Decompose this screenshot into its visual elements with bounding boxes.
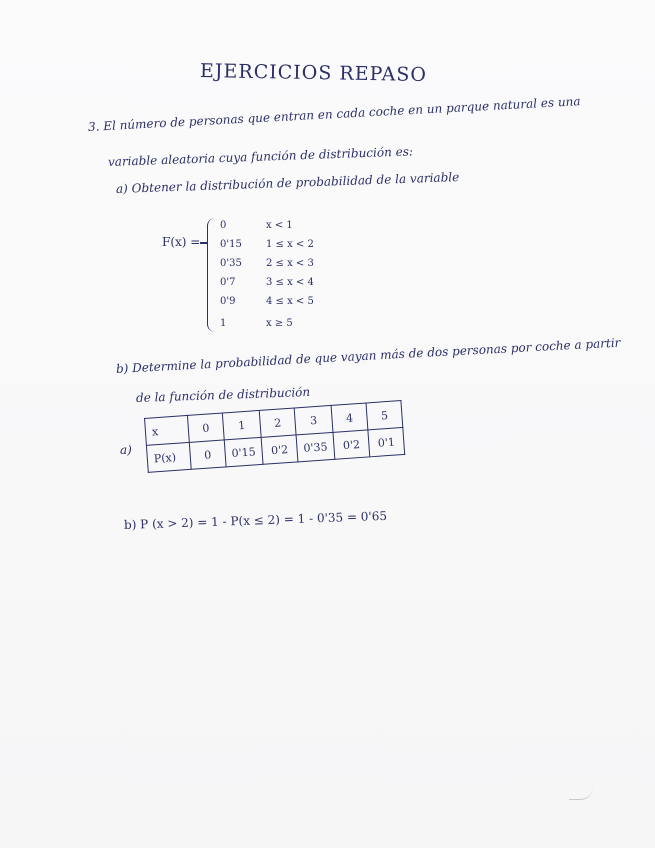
cdf-value-0: 0 [220, 220, 227, 231]
table-header-x: x [145, 415, 190, 445]
cdf-condition-5: x ≥ 5 [266, 318, 293, 329]
table-cell-p: 0 [189, 440, 226, 469]
question-part-b-line-2: de la función de distribución [135, 384, 311, 405]
cdf-value-4: 0'9 [220, 296, 236, 307]
cdf-condition-3: 3 ≤ x < 4 [266, 277, 314, 288]
table-cell-p: 0'2 [261, 435, 298, 464]
table-cell-x: 0 [187, 413, 224, 442]
page-corner-curl [569, 787, 593, 800]
cdf-brace [207, 218, 218, 332]
cdf-condition-4: 4 ≤ x < 5 [266, 296, 314, 307]
cdf-value-1: 0'15 [220, 239, 242, 250]
question-line-2: variable aleatoria cuya función de distribución es: [107, 144, 414, 169]
cdf-value-5: 1 [220, 318, 227, 329]
table-cell-p: 0'2 [333, 430, 370, 459]
page-title: EJERCICIOS REPASO [199, 60, 428, 86]
table-cell-x: 3 [294, 405, 333, 435]
table-cell-x: 4 [331, 403, 368, 432]
table-cell-p: 0'15 [224, 437, 263, 467]
answer-b: b) P (x > 2) = 1 - P(x ≤ 2) = 1 - 0'35 = 0'65 [123, 508, 388, 532]
cdf-label: F(x) = [162, 235, 201, 249]
cdf-condition-0: x < 1 [266, 220, 293, 231]
probability-table [144, 400, 405, 473]
cdf-value-2: 0'35 [220, 258, 242, 269]
question-line-1: 3. El número de personas que entran en cada coche en un parque natural es una [87, 94, 581, 134]
cdf-condition-1: 1 ≤ x < 2 [266, 239, 314, 250]
table-cell-p: 0'1 [368, 427, 405, 456]
question-part-b-line-1: b) Determine la probabilidad de que vayan más de dos personas por coche a partir [115, 335, 621, 376]
cdf-condition-2: 2 ≤ x < 3 [266, 258, 314, 269]
cdf-value-3: 0'7 [220, 277, 236, 288]
table-header-px: P(x) [146, 442, 191, 472]
table-cell-x: 1 [222, 410, 261, 440]
table-cell-p: 0'35 [296, 432, 335, 462]
table-cell-x: 5 [366, 401, 403, 430]
answer-a-label: a) [120, 443, 132, 457]
table-cell-x: 2 [259, 408, 296, 437]
question-part-a: a) Obtener la distribución de probabilidad de la variable [115, 170, 460, 196]
